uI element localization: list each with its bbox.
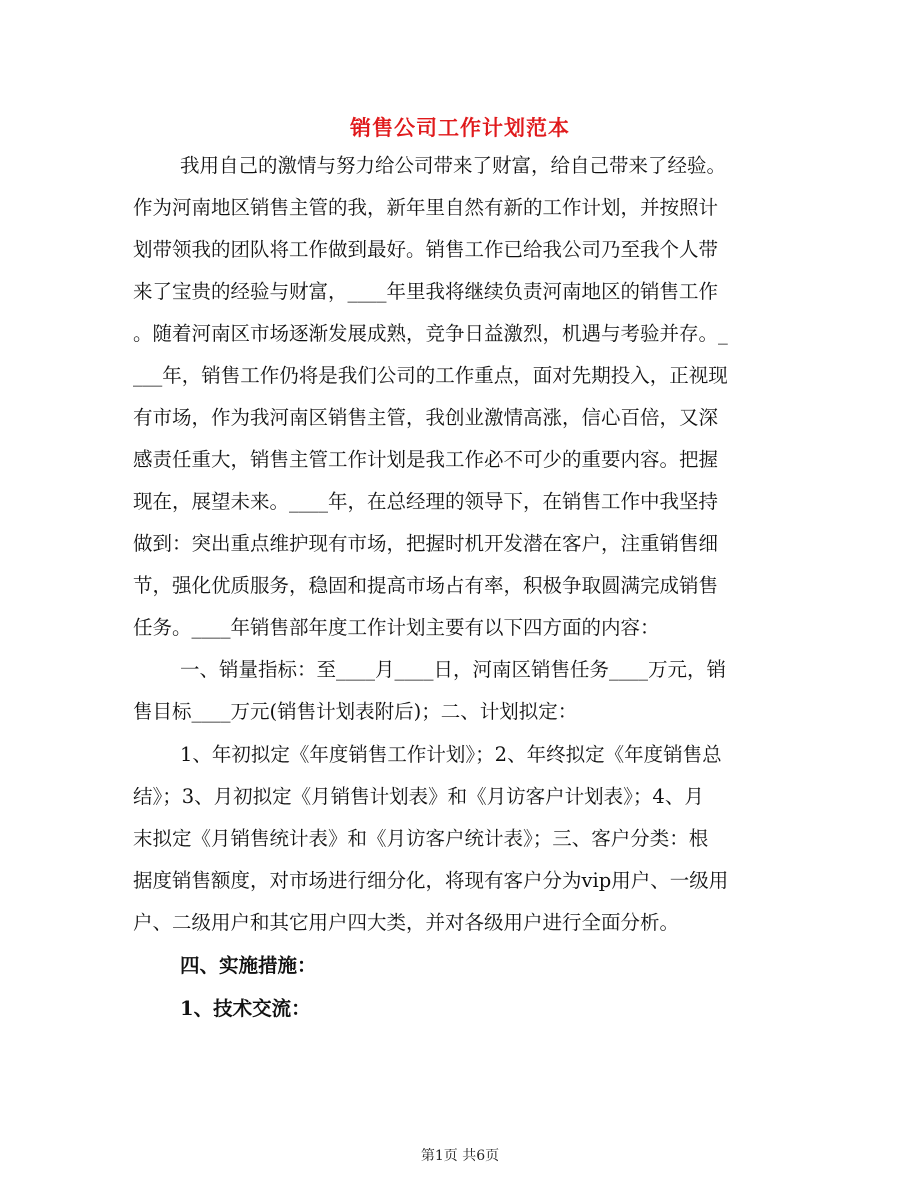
subsection-heading: 1、技术交流： [180, 997, 311, 1020]
paragraph-line: 我用自己的激情与努力给公司带来了财富，给自己带来了经验。 [180, 154, 727, 177]
paragraph-line: 1、年初拟定《年度销售工作计划》；2、年终拟定《年度销售总 [180, 743, 722, 766]
paragraph-line: 。随着河南区市场逐渐发展成熟，竞争日益激烈，机遇与考验并存。_ [133, 322, 728, 345]
paragraph-line: 节，强化优质服务，稳固和提高市场占有率，积极争取圆满完成销售 [133, 574, 719, 597]
section-heading: 四、实施措施： [180, 954, 317, 977]
paragraph-line: 作为河南地区销售主管的我，新年里自然有新的工作计划，并按照计 [133, 196, 719, 219]
paragraph-line: 一、销量指标：至____月____日，河南区销售任务____万元，销 [180, 658, 727, 681]
paragraph-line: ___年，销售工作仍将是我们公司的工作重点，面对先期投入，正视现 [133, 364, 728, 387]
paragraph-line: 据度销售额度，对市场进行细分化，将现有客户分为vip用户、一级用 [133, 869, 729, 892]
paragraph-line: 感责任重大，销售主管工作计划是我工作必不可少的重要内容。把握 [133, 448, 719, 471]
paragraph-line: 划带领我的团队将工作做到最好。销售工作已给我公司乃至我个人带 [133, 238, 719, 261]
paragraph-line: 有市场，作为我河南区销售主管，我创业激情高涨，信心百倍，又深 [133, 406, 719, 429]
page-number-footer: 第1页 共6页 [420, 1148, 500, 1164]
paragraph-line: 来了宝贵的经验与财富，____年里我将继续负责河南地区的销售工作 [133, 280, 719, 303]
paragraph-line: 做到：突出重点维护现有市场，把握时机开发潜在客户，注重销售细 [133, 532, 719, 555]
paragraph-line: 结》；3、月初拟定《月销售计划表》和《月访客户计划表》；4、月 [133, 785, 704, 808]
document-title: 销售公司工作计划范本 [350, 115, 570, 140]
paragraph-line: 户、二级用户和其它用户四大类，并对各级用户进行全面分析。 [133, 911, 680, 934]
paragraph-line: 任务。____年销售部年度工作计划主要有以下四方面的内容： [133, 616, 660, 639]
paragraph-line: 末拟定《月销售统计表》和《月访客户统计表》；三、客户分类：根 [133, 827, 709, 850]
paragraph-line: 现在，展望未来。____年，在总经理的领导下，在销售工作中我坚持 [133, 490, 719, 513]
paragraph-line: 售目标____万元(销售计划表附后)；二、计划拟定： [133, 700, 578, 723]
